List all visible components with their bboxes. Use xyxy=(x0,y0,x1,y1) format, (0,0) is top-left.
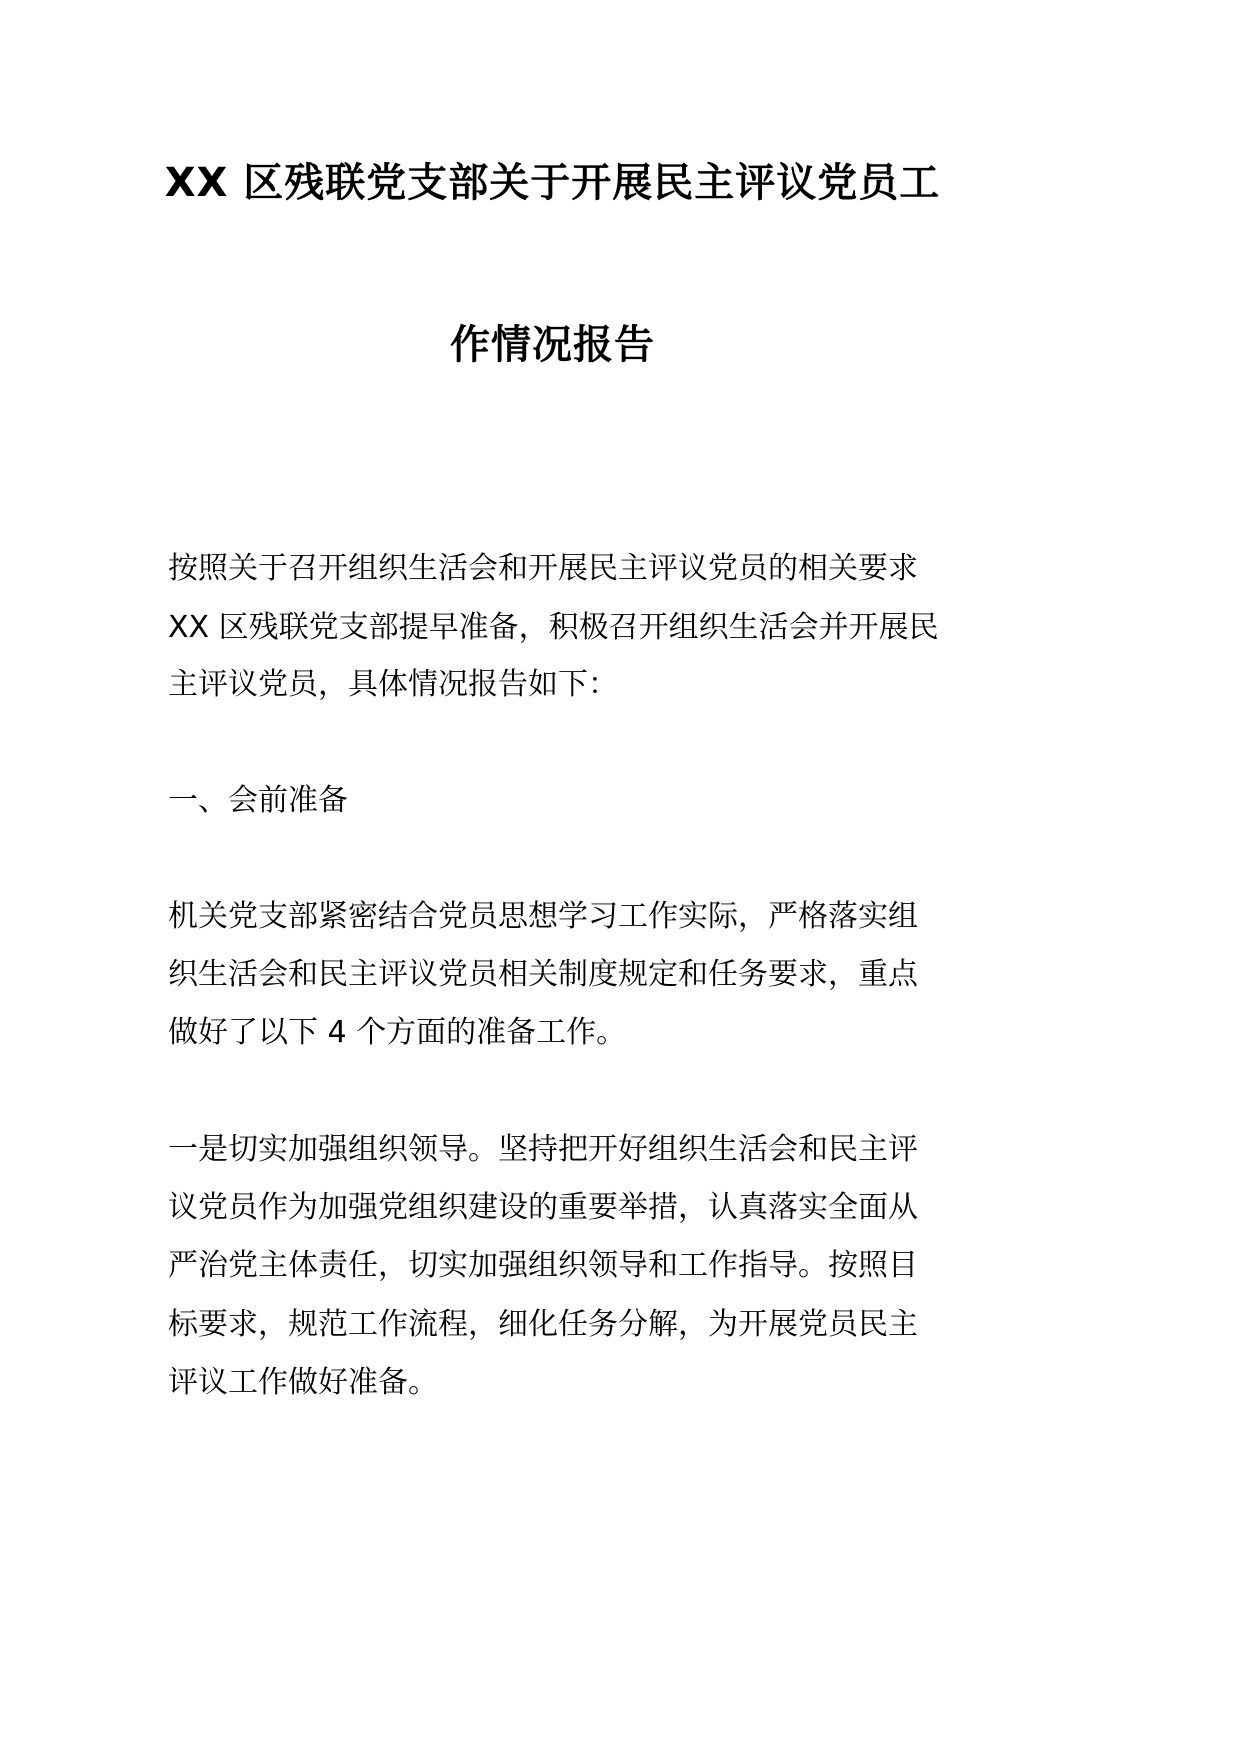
document-title-line-1: XX 区残联党支部关于开展民主评议党员工 xyxy=(164,160,941,206)
document-title-line-2: 作情况报告 xyxy=(450,322,655,368)
paragraph-line: 按照关于召开组织生活会和开展民主评议党员的相关要求 xyxy=(168,551,918,586)
paragraph-line: 主评议党员，具体情况报告如下： xyxy=(168,667,618,702)
paragraph-line: 评议工作做好准备。 xyxy=(168,1365,438,1400)
paragraph-line: 做好了以下 4 个方面的准备工作。 xyxy=(168,1015,627,1050)
paragraph-line: 标要求，规范工作流程，细化任务分解，为开展党员民主 xyxy=(168,1307,918,1342)
paragraph-line: XX 区残联党支部提早准备，积极召开组织生活会并开展民 xyxy=(168,610,939,645)
section-heading-text: 一、会前准备 xyxy=(168,783,348,818)
paragraph-line: 机关党支部紧密结合党员思想学习工作实际，严格落实组 xyxy=(168,899,918,934)
paragraph-line: 严治党主体责任，切实加强组织领导和工作指导。按照目 xyxy=(168,1248,918,1283)
paragraph-line: 议党员作为加强党组织建设的重要举措，认真落实全面从 xyxy=(168,1190,918,1225)
paragraph-line: 织生活会和民主评议党员相关制度规定和任务要求，重点 xyxy=(168,957,918,992)
paragraph-line: 一是切实加强组织领导。坚持把开好组织生活会和民主评 xyxy=(168,1132,918,1167)
